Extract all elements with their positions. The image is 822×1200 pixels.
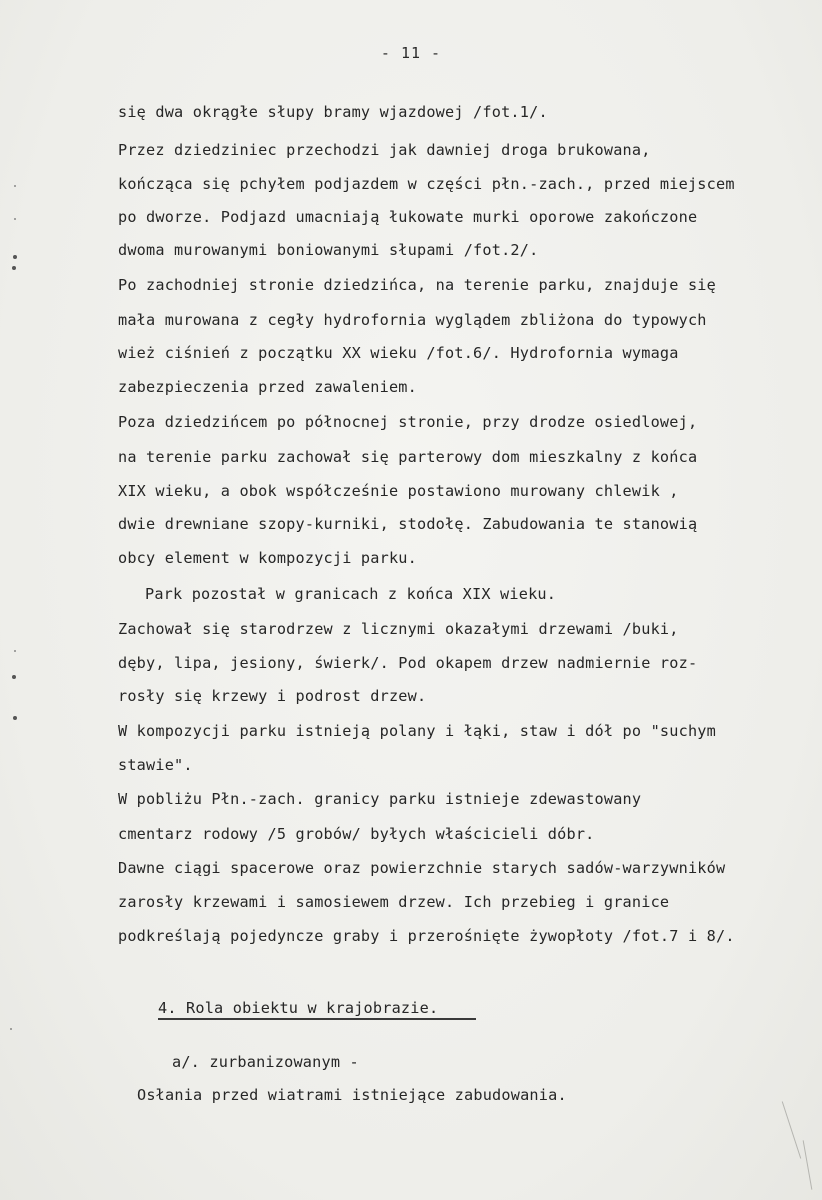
text-line: na terenie parku zachował się parterowy dom mieszkalny z końca xyxy=(118,448,698,466)
margin-speck xyxy=(10,1028,12,1030)
text-line: XIX wieku, a obok współcześnie postawiono murowany chlewik , xyxy=(118,482,679,500)
margin-dot xyxy=(13,716,17,720)
text-line: wież ciśnień z początku XX wieku /fot.6/. Hydrofornia wymaga xyxy=(118,344,679,362)
margin-speck xyxy=(14,185,16,187)
text-line: podkreślają pojedyncze graby i przerośnięte żywopłoty /fot.7 i 8/. xyxy=(118,927,735,945)
text-line: po dworze. Podjazd umacniają łukowate murki oporowe zakończone xyxy=(118,208,698,226)
text-line: zarosły krzewami i samosiewem drzew. Ich przebieg i granice xyxy=(118,893,670,911)
text-line: Przez dziedziniec przechodzi jak dawniej droga brukowana, xyxy=(118,141,651,159)
text-line: dwie drewniane szopy-kurniki, stodołę. Zabudowania te stanowią xyxy=(118,515,698,533)
text-line: W kompozycji parku istnieją polany i łąki, staw i dół po "suchym xyxy=(118,722,716,740)
text-line: stawie". xyxy=(118,756,193,774)
text-line: W pobliżu Płn.-zach. granicy parku istnieje zdewastowany xyxy=(118,790,642,808)
paper-edge-mark xyxy=(803,1140,813,1189)
section-heading: 4. Rola obiektu w krajobrazie. xyxy=(158,999,439,1017)
heading-underline xyxy=(158,1018,476,1020)
margin-dot xyxy=(13,255,17,259)
margin-speck xyxy=(14,218,16,220)
text-line: mała murowana z cegły hydrofornia wyglądem zbliżona do typowych xyxy=(118,311,707,329)
text-line: Poza dziedzińcem po północnej stronie, przy drodze osiedlowej, xyxy=(118,413,698,431)
margin-dot xyxy=(12,266,16,270)
text-line: zabezpieczenia przed zawaleniem. xyxy=(118,378,417,396)
text-line: się dwa okrągłe słupy bramy wjazdowej /fot.1/. xyxy=(118,103,548,121)
subsection-label: a/. zurbanizowanym - xyxy=(172,1053,359,1071)
text-line: Zachował się starodrzew z licznymi okazałymi drzewami /buki, xyxy=(118,620,679,638)
margin-dot xyxy=(12,675,16,679)
text-line: Osłania przed wiatrami istniejące zabudowania. xyxy=(137,1086,567,1104)
paper-edge-mark xyxy=(782,1101,801,1158)
text-line: kończąca się pchyłem podjazdem w części płn.-zach., przed miejscem xyxy=(118,175,735,193)
text-line: dęby, lipa, jesiony, świerk/. Pod okapem drzew nadmiernie roz- xyxy=(118,654,698,672)
text-line: obcy element w kompozycji parku. xyxy=(118,549,417,567)
text-line: cmentarz rodowy /5 grobów/ byłych właścicieli dóbr. xyxy=(118,825,595,843)
text-line: dwoma murowanymi boniowanymi słupami /fot.2/. xyxy=(118,241,539,259)
text-line: Park pozostał w granicach z końca XIX wieku. xyxy=(145,585,557,603)
text-line: rosły się krzewy i podrost drzew. xyxy=(118,687,427,705)
text-line: Po zachodniej stronie dziedzińca, na terenie parku, znajduje się xyxy=(118,276,716,294)
page-number: - 11 - xyxy=(380,44,442,62)
text-line: Dawne ciągi spacerowe oraz powierzchnie starych sadów-warzywników xyxy=(118,859,726,877)
margin-speck xyxy=(14,650,16,652)
